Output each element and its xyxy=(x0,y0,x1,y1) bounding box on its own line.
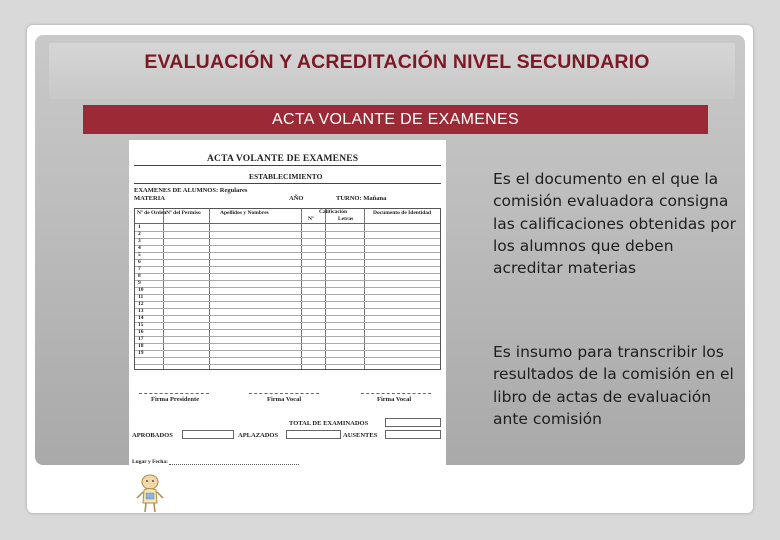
row-number: 1 xyxy=(138,224,141,230)
row-number: 10 xyxy=(138,287,144,293)
row-number: 9 xyxy=(138,280,141,286)
acta-table xyxy=(134,208,441,370)
row-number: 5 xyxy=(138,252,141,258)
section-banner: ACTA VOLANTE DE EXAMENES xyxy=(83,105,708,134)
row-number: 11 xyxy=(138,294,144,300)
aplazados-label: APLAZADOS xyxy=(238,432,279,439)
aprobados-label: APROBADOS xyxy=(132,432,173,439)
signature-line xyxy=(361,393,431,394)
row-number: 7 xyxy=(138,266,141,272)
col-documento: Documento de Identidad xyxy=(373,210,432,216)
row-number: 12 xyxy=(138,301,144,307)
row-number: 6 xyxy=(138,259,141,265)
col-apellidos: Apellidos y Nombres xyxy=(220,210,269,216)
col-letras: Letras xyxy=(338,216,354,222)
row-number: 4 xyxy=(138,245,141,251)
row-number: 18 xyxy=(138,343,144,349)
row-number: 13 xyxy=(138,308,144,314)
divider xyxy=(134,165,441,166)
row-number: 15 xyxy=(138,322,144,328)
signature-line xyxy=(249,393,319,394)
ausentes-box xyxy=(385,430,441,439)
row-number: 2 xyxy=(138,231,141,237)
aplazados-box xyxy=(286,430,341,439)
total-box xyxy=(385,418,441,427)
row-number: 19 xyxy=(138,350,144,356)
row-number: 3 xyxy=(138,238,141,244)
acta-title: ACTA VOLANTE DE EXAMENES xyxy=(207,154,359,164)
acta-turno: TURNO: Mañana xyxy=(336,195,387,202)
signature-vocal-1: Firma Vocal xyxy=(267,396,302,403)
acta-exam-label: EXAMENES DE ALUMNOS: Regulares xyxy=(134,187,248,194)
col-permiso: Nº del Permiso xyxy=(166,210,201,216)
ausentes-label: AUSENTES xyxy=(343,432,378,439)
acta-anio: AÑO xyxy=(289,195,304,202)
col-numero: Nº xyxy=(308,216,314,222)
acta-document-image xyxy=(129,140,446,466)
col-calificacion: Calificación xyxy=(319,209,348,215)
row-number: 14 xyxy=(138,315,144,321)
row-number: 8 xyxy=(138,273,141,279)
place-date-line xyxy=(169,464,299,465)
acta-materia: MATERIA xyxy=(134,195,165,202)
signature-line xyxy=(139,393,209,394)
slide-title: EVALUACIÓN Y ACREDITACIÓN NIVEL SECUNDARIO xyxy=(144,51,650,73)
place-date-label: Lugar y Fecha: xyxy=(132,459,168,465)
signature-presidente: Firma Presidente xyxy=(151,396,200,403)
row-number: 16 xyxy=(138,329,144,335)
col-orden: Nº de Orden xyxy=(137,210,167,216)
row-number: 17 xyxy=(138,336,144,342)
acta-establishment: ESTABLECIMIENTO xyxy=(249,172,323,181)
aprobados-box xyxy=(182,430,234,439)
divider xyxy=(134,183,441,184)
total-examinados-label: TOTAL DE EXAMINADOS xyxy=(289,420,369,427)
cartoon-figure-icon xyxy=(133,470,167,514)
signature-vocal-2: Firma Vocal xyxy=(377,396,412,403)
description-paragraph-1: Es el documento en el que la comisión evaluadora consigna las calificaciones obtenidas por los alumnos que deben acreditar materias xyxy=(493,170,736,278)
document-bottom-margin xyxy=(129,466,446,512)
description-paragraph-2: Es insumo para transcribir los resultados de la comisión en el libro de actas de evaluación ante comisión xyxy=(493,343,734,428)
